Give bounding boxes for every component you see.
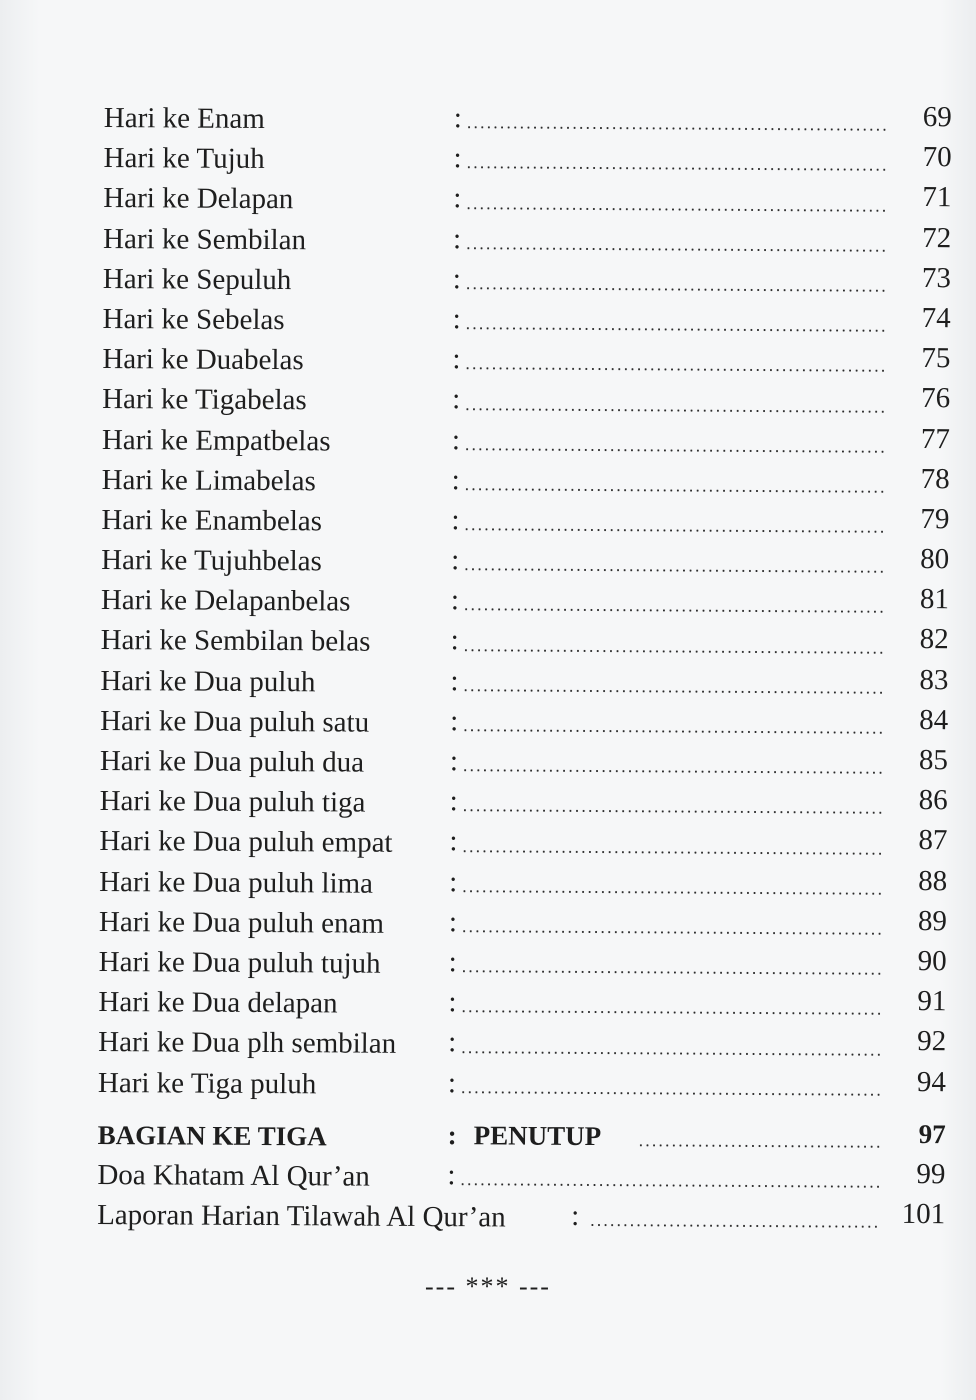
toc-colon: : [452, 383, 461, 416]
toc-entry-title: Hari ke Tujuh [103, 142, 265, 176]
toc-entry-title: Hari ke Dua puluh tiga [99, 785, 366, 819]
toc-section-heading [98, 1109, 946, 1154]
toc-leader-dots [462, 808, 884, 817]
toc-leader-dots [462, 687, 884, 696]
toc-colon: : [452, 303, 461, 336]
toc-entry [99, 856, 947, 901]
toc-colon: : [448, 1026, 457, 1059]
toc-entry [101, 534, 949, 579]
toc-leader-dots [461, 888, 883, 897]
toc-colon: : [448, 986, 457, 1019]
toc-colon: : [452, 262, 462, 295]
toc-page-number: 89 [917, 904, 948, 937]
toc-entry [98, 1016, 946, 1061]
toc-entry [102, 413, 950, 458]
toc-entry [99, 815, 947, 860]
toc-leader-dots [465, 325, 887, 334]
toc-entry-title: Hari ke Sepuluh [102, 262, 292, 296]
toc-page-number: 90 [917, 944, 947, 978]
toc-page-number: 76 [921, 382, 951, 415]
toc-leader-dots [463, 607, 885, 616]
toc-page-number: 75 [921, 342, 951, 375]
toc-entry-title: Hari ke Dua puluh satu [100, 704, 370, 739]
toc-entry-title: Doa Khatam Al Qur’an [97, 1158, 370, 1193]
toc-page-number: 99 [916, 1157, 946, 1191]
toc-page-number: 84 [919, 703, 949, 736]
toc-leader-dots [466, 165, 888, 174]
toc-entry-title: Hari ke Dua puluh dua [99, 744, 365, 779]
toc-colon: : [453, 102, 463, 135]
section-subtitle: PENUTUP [473, 1119, 602, 1151]
toc-colon: : [449, 785, 458, 818]
toc-colon: : [571, 1199, 580, 1232]
toc-entry-title: Hari ke Delapanbelas [100, 584, 351, 618]
toc-entry-title: Hari ke Tujuhbelas [101, 544, 322, 578]
toc-entry-title: Hari ke Sembilan belas [100, 624, 371, 659]
toc-entry [100, 775, 948, 820]
toc-entry-title: Hari ke Dua puluh [100, 664, 316, 698]
toc-entry-title: Hari ke Duabelas [102, 343, 304, 377]
toc-leader-dots [464, 366, 886, 375]
toc-entry [102, 373, 950, 418]
toc-page-number: 71 [922, 181, 952, 214]
toc-colon: : [448, 905, 458, 938]
toc-entry-title: Hari ke Enam [103, 101, 265, 135]
toc-entry [100, 655, 948, 700]
toc-entry [102, 454, 950, 499]
toc-colon: : [451, 423, 461, 456]
toc-entry [100, 695, 948, 740]
toc-page-number: 69 [922, 101, 952, 134]
toc-leader-dots [460, 1049, 882, 1058]
toc-entry [103, 172, 951, 217]
toc-leader-dots [465, 245, 887, 254]
toc-colon: : [453, 142, 462, 175]
toc-leader-dots [464, 486, 886, 495]
toc-colon: : [447, 1066, 457, 1099]
section-title: BAGIAN KE TIGA [97, 1119, 327, 1152]
toc-colon: : [450, 584, 460, 617]
toc-leader-dots [463, 526, 885, 535]
toc-page-number: 85 [918, 743, 949, 777]
toc-colon: : [451, 463, 460, 496]
toc-page-number: 87 [918, 824, 948, 857]
toc-page-number: 91 [917, 985, 947, 1018]
toc-colon: : [450, 664, 459, 697]
toc-leader-dots [463, 566, 885, 575]
toc-entry [98, 976, 946, 1021]
toc-leader-dots [638, 1142, 882, 1149]
toc-page-number: 73 [921, 261, 951, 294]
toc-entry-title: Hari ke Dua plh sembilan [98, 1026, 397, 1061]
toc-page-number: 83 [919, 663, 949, 696]
toc-leader-dots [460, 1009, 882, 1018]
toc-page-number: 80 [920, 543, 950, 576]
toc-colon: : [449, 825, 458, 858]
toc-entry-title: Hari ke Tigabelas [102, 383, 307, 417]
toc-colon: : [451, 544, 460, 577]
toc-leader-dots [465, 285, 887, 294]
toc-entry [97, 1149, 945, 1194]
toc-entry-title: Hari ke Sembilan [103, 222, 307, 256]
toc-page-number: 70 [922, 141, 952, 174]
toc-colon: : [450, 624, 459, 657]
toc-colon: : [447, 1158, 456, 1192]
toc-page-number: 88 [918, 864, 948, 897]
toc-entry-title: Hari ke Tiga puluh [97, 1066, 317, 1100]
toc-entry [103, 253, 951, 298]
toc-entry-title: Hari ke Sebelas [102, 302, 285, 337]
toc-colon: : [447, 1119, 457, 1150]
toc-entry-title: Hari ke Limabelas [101, 463, 316, 497]
toc-entry-title: Hari ke Delapan [103, 182, 294, 216]
toc-colon: : [448, 946, 457, 979]
toc-leader-dots [464, 406, 886, 415]
toc-page-number: 77 [920, 422, 950, 455]
toc-leader-dots [461, 848, 883, 857]
toc-leader-dots [462, 727, 884, 736]
toc-page-number: 94 [916, 1065, 947, 1098]
toc-colon: : [449, 865, 458, 898]
toc-colon: : [449, 745, 459, 778]
toc-leader-dots [462, 767, 884, 776]
toc-leader-dots [466, 124, 888, 133]
toc-entry [101, 574, 949, 619]
toc-entry-title: Hari ke Dua delapan [98, 986, 338, 1020]
toc-page-number: 86 [918, 784, 948, 817]
toc-entry [97, 1189, 945, 1234]
toc-page-number: 81 [919, 583, 950, 616]
toc-leader-dots [465, 205, 887, 214]
toc-entry [101, 614, 949, 659]
toc-leader-dots [464, 446, 886, 455]
toc-page-number: 92 [917, 1025, 947, 1058]
toc-colon: : [453, 222, 462, 255]
toc-entry [101, 494, 949, 539]
toc-colon: : [451, 504, 460, 537]
toc-page-number: 79 [920, 502, 950, 536]
toc-entry [99, 896, 947, 941]
end-ornament: --- *** --- [425, 1272, 551, 1301]
toc-page-number: 72 [922, 221, 952, 254]
toc-entry [99, 936, 947, 981]
toc-entry [103, 293, 951, 338]
toc-leader-dots [460, 1089, 882, 1098]
toc-entry-title: Laporan Harian Tilawah Al Qur’an [97, 1199, 506, 1234]
toc-entry-title: Hari ke Empatbelas [101, 423, 331, 457]
toc-page-number: 101 [901, 1197, 946, 1231]
toc-entry [98, 1056, 946, 1101]
toc-entry [104, 92, 952, 137]
toc-page-number: 74 [921, 301, 951, 335]
toc-page-number: 82 [919, 623, 949, 656]
toc-leader-dots [459, 1181, 881, 1190]
toc-entry [104, 132, 952, 177]
toc-entry-title: Hari ke Dua puluh empat [99, 825, 393, 860]
toc-colon: : [453, 182, 462, 215]
table-of-contents [97, 92, 952, 1234]
toc-entry-title: Hari ke Dua puluh lima [99, 865, 374, 900]
toc-entry-title: Hari ke Enambelas [101, 503, 323, 538]
toc-leader-dots [461, 928, 883, 937]
toc-leader-dots [463, 647, 885, 656]
toc-entry-title: Hari ke Dua puluh tujuh [98, 945, 381, 980]
toc-page-number: 78 [920, 462, 950, 495]
toc-entry-title: Hari ke Dua puluh enam [98, 905, 385, 940]
toc-leader-dots [461, 968, 883, 977]
toc-entry [102, 333, 950, 378]
toc-page-number: 97 [918, 1118, 946, 1149]
toc-colon: : [452, 343, 461, 376]
toc-entry [103, 213, 951, 258]
toc-entry [100, 735, 948, 780]
toc-colon: : [450, 704, 459, 737]
toc-leader-dots [589, 1222, 881, 1230]
